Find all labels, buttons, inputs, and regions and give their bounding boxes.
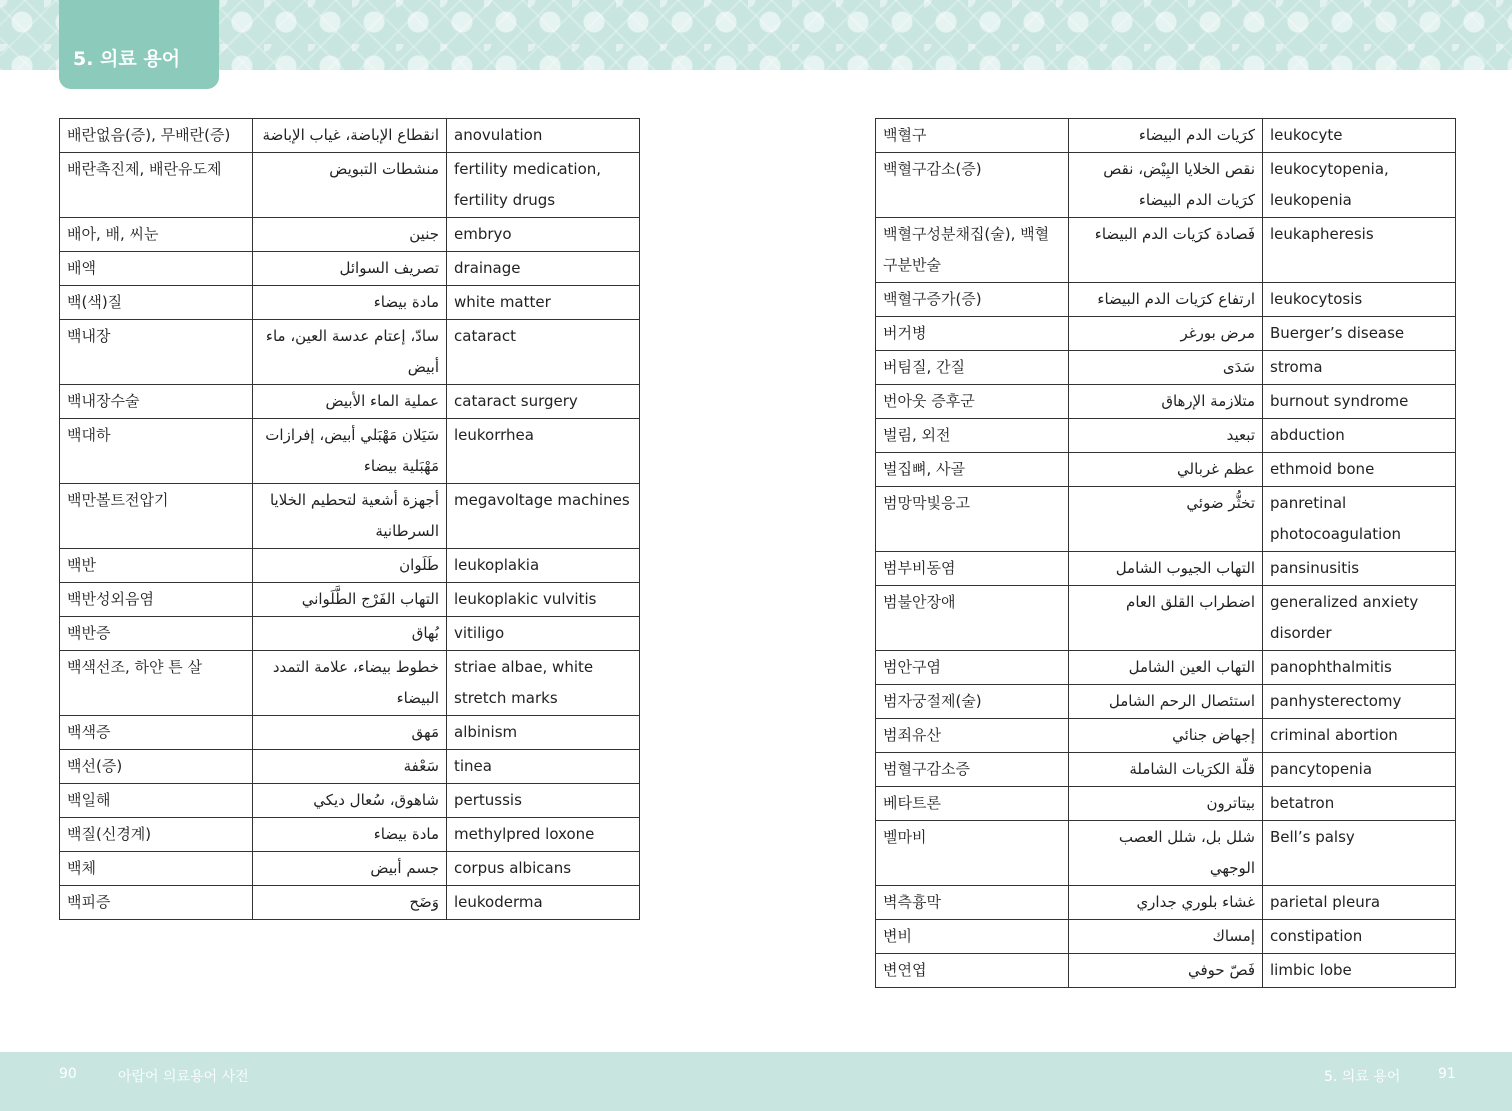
korean-term-cell: 백선(증) [60,750,253,784]
korean-term-cell: 배액 [60,252,253,286]
term-row [876,119,1456,153]
arabic-term-cell: نقص الخلايا البِيْض، نقص كرَيات الدم البيضاء [1069,153,1263,218]
term-row [876,685,1456,719]
term-row [60,784,640,818]
korean-term-cell: 범죄유산 [876,719,1069,753]
term-row [876,453,1456,487]
korean-term-cell: 백대하 [60,419,253,484]
term-row [60,750,640,784]
arabic-term-cell: سَدَى [1069,351,1263,385]
english-term-cell: leukocytosis [1263,283,1456,317]
english-term-cell: Buerger’s disease [1263,317,1456,351]
english-term-cell: vitiligo [447,617,640,651]
english-term-cell: leukocyte [1263,119,1456,153]
term-row [876,153,1456,218]
page-footer [0,1052,1512,1111]
arabic-term-cell: عظم غربالي [1069,453,1263,487]
term-row [876,351,1456,385]
arabic-term-cell: استئصال الرحم الشامل [1069,685,1263,719]
english-term-cell: leukoderma [447,886,640,920]
term-row [60,320,640,385]
korean-term-cell: 백체 [60,852,253,886]
english-term-cell: leukoplakia [447,549,640,583]
korean-term-cell: 백혈구 [876,119,1069,153]
arabic-term-cell: بيتاترون [1069,787,1263,821]
english-term-cell: pansinusitis [1263,552,1456,586]
arabic-term-cell: متلازمة الإرهاق [1069,385,1263,419]
korean-term-cell: 범부비동염 [876,552,1069,586]
english-term-cell: fertility medication, fertility drugs [447,153,640,218]
chapter-tab [59,0,219,89]
korean-term-cell: 백(색)질 [60,286,253,320]
term-row [876,753,1456,787]
korean-term-cell: 범자궁절제(술) [876,685,1069,719]
english-term-cell: ethmoid bone [1263,453,1456,487]
term-row [60,651,640,716]
korean-term-cell: 백내장수술 [60,385,253,419]
korean-term-cell: 백색증 [60,716,253,750]
right-terms-body [876,119,1456,988]
arabic-term-cell: تخثُّر ضوئي [1069,487,1263,552]
term-row [876,487,1456,552]
arabic-term-cell: جسم أبيض [253,852,447,886]
arabic-term-cell: مادة بيضاء [253,286,447,320]
term-row [60,218,640,252]
left-terms-table [59,118,640,920]
english-term-cell: anovulation [447,119,640,153]
term-row [60,153,640,218]
arabic-term-cell: طَلَوان [253,549,447,583]
header-pattern-band [0,0,1512,70]
term-row [876,954,1456,988]
term-row [876,586,1456,651]
korean-term-cell: 배아, 배, 씨눈 [60,218,253,252]
english-term-cell: panretinal photocoagulation [1263,487,1456,552]
arabic-term-cell: كرَيات الدم البيضاء [1069,119,1263,153]
left-terms-body [60,119,640,920]
arabic-term-cell: تصريف السوائل [253,252,447,286]
english-term-cell: leukoplakic vulvitis [447,583,640,617]
arabic-term-cell: جنين [253,218,447,252]
korean-term-cell: 백색선조, 하얀 튼 살 [60,651,253,716]
korean-term-cell: 백반 [60,549,253,583]
arabic-term-cell: مَهق [253,716,447,750]
term-row [876,385,1456,419]
english-term-cell: constipation [1263,920,1456,954]
arabic-term-cell: مادة بيضاء [253,818,447,852]
english-term-cell: striae albae, white stretch marks [447,651,640,716]
term-row [876,218,1456,283]
english-term-cell: white matter [447,286,640,320]
term-row [876,283,1456,317]
korean-term-cell: 변비 [876,920,1069,954]
term-row [60,119,640,153]
term-row [876,651,1456,685]
arabic-term-cell: عملية الماء الأبيض [253,385,447,419]
left-page-number: 90 [59,1066,77,1082]
korean-term-cell: 백내장 [60,320,253,385]
english-term-cell: pertussis [447,784,640,818]
korean-term-cell: 백혈구성분채집(술), 백혈구분반술 [876,218,1069,283]
right-terms-table [875,118,1456,988]
english-term-cell: tinea [447,750,640,784]
korean-term-cell: 베타트론 [876,787,1069,821]
korean-term-cell: 벌림, 외전 [876,419,1069,453]
english-term-cell: generalized anxiety disorder [1263,586,1456,651]
arabic-term-cell: شلل بل، شلل العصب الوجهي [1069,821,1263,886]
term-row [60,852,640,886]
term-row [60,252,640,286]
english-term-cell: criminal abortion [1263,719,1456,753]
arabic-term-cell: التهاب العين الشامل [1069,651,1263,685]
english-term-cell: Bell’s palsy [1263,821,1456,886]
term-row [876,886,1456,920]
korean-term-cell: 벽측흉막 [876,886,1069,920]
english-term-cell: abduction [1263,419,1456,453]
arabic-term-cell: منشطات التبويض [253,153,447,218]
english-term-cell: drainage [447,252,640,286]
korean-term-cell: 백일해 [60,784,253,818]
english-term-cell: leukapheresis [1263,218,1456,283]
korean-term-cell: 범불안장애 [876,586,1069,651]
korean-term-cell: 백혈구증가(증) [876,283,1069,317]
english-term-cell: leukorrhea [447,419,640,484]
term-row [876,552,1456,586]
english-term-cell: panophthalmitis [1263,651,1456,685]
chapter-title: 5. 의료 용어 [73,48,181,70]
term-row [60,818,640,852]
arabic-term-cell: سادّ، إعتام عدسة العين، ماء أبيض [253,320,447,385]
english-term-cell: panhysterectomy [1263,685,1456,719]
korean-term-cell: 범혈구감소증 [876,753,1069,787]
english-term-cell: cataract [447,320,640,385]
arabic-term-cell: سَيَلان مَهْبَلي أبيض، إفرازات مَهْبَلية بيضاء [253,419,447,484]
term-row [876,719,1456,753]
english-term-cell: methylpred loxone [447,818,640,852]
arabic-term-cell: وَضَح [253,886,447,920]
footer-chapter-title: 5. 의료 용어 [1324,1069,1401,1085]
english-term-cell: betatron [1263,787,1456,821]
english-term-cell: albinism [447,716,640,750]
arabic-term-cell: سَعْفة [253,750,447,784]
arabic-term-cell: قلّة الكرَيات الشاملة [1069,753,1263,787]
arabic-term-cell: مرض بورغر [1069,317,1263,351]
korean-term-cell: 백반성외음염 [60,583,253,617]
korean-term-cell: 버팀질, 간질 [876,351,1069,385]
term-row [60,484,640,549]
english-term-cell: burnout syndrome [1263,385,1456,419]
term-row [60,716,640,750]
arabic-term-cell: إجهاض جنائي [1069,719,1263,753]
english-term-cell: corpus albicans [447,852,640,886]
korean-term-cell: 배란촉진제, 배란유도제 [60,153,253,218]
arabic-term-cell: التهاب الفَرْج الطَّلَواني [253,583,447,617]
korean-term-cell: 벌집뼈, 사골 [876,453,1069,487]
arabic-term-cell: غشاء بلوري جداري [1069,886,1263,920]
arabic-term-cell: خطوط بيضاء، علامة التمدد البيضاء [253,651,447,716]
korean-term-cell: 배란없음(증), 무배란(증) [60,119,253,153]
arabic-term-cell: تبعيد [1069,419,1263,453]
korean-term-cell: 백반증 [60,617,253,651]
korean-term-cell: 변연엽 [876,954,1069,988]
english-term-cell: megavoltage machines [447,484,640,549]
korean-term-cell: 범안구염 [876,651,1069,685]
korean-term-cell: 범망막빛응고 [876,487,1069,552]
korean-term-cell: 백질(신경계) [60,818,253,852]
term-row [60,617,640,651]
english-term-cell: embryo [447,218,640,252]
english-term-cell: limbic lobe [1263,954,1456,988]
term-row [60,549,640,583]
korean-term-cell: 번아웃 증후군 [876,385,1069,419]
english-term-cell: stroma [1263,351,1456,385]
korean-term-cell: 백혈구감소(증) [876,153,1069,218]
term-row [876,317,1456,351]
term-row [60,286,640,320]
english-term-cell: parietal pleura [1263,886,1456,920]
arabic-term-cell: فَصادة كرَيات الدم البيضاء [1069,218,1263,283]
term-row [876,787,1456,821]
english-term-cell: leukocytopenia, leukopenia [1263,153,1456,218]
term-row [876,419,1456,453]
arabic-term-cell: شاهوق، سُعال ديكي [253,784,447,818]
term-row [876,821,1456,886]
arabic-term-cell: أجهزة أشعية لتحطيم الخلايا السرطانية [253,484,447,549]
arabic-term-cell: إمساك [1069,920,1263,954]
right-page-number: 91 [1438,1066,1456,1082]
english-term-cell: pancytopenia [1263,753,1456,787]
english-term-cell: cataract surgery [447,385,640,419]
term-row [60,886,640,920]
korean-term-cell: 백피증 [60,886,253,920]
arabic-term-cell: اضطراب القلق العام [1069,586,1263,651]
term-row [60,583,640,617]
arabic-term-cell: التهاب الجيوب الشامل [1069,552,1263,586]
arabic-term-cell: انقطاع الإباضة، غياب الإباضة [253,119,447,153]
korean-term-cell: 백만볼트전압기 [60,484,253,549]
korean-term-cell: 버거병 [876,317,1069,351]
book-title: 아랍어 의료용어 사전 [118,1069,249,1085]
term-row [60,419,640,484]
term-row [876,920,1456,954]
korean-term-cell: 벨마비 [876,821,1069,886]
arabic-term-cell: فَصّ حوفي [1069,954,1263,988]
arabic-term-cell: ارتفاع كرَيات الدم البيضاء [1069,283,1263,317]
term-row [60,385,640,419]
arabic-term-cell: بُهاق [253,617,447,651]
